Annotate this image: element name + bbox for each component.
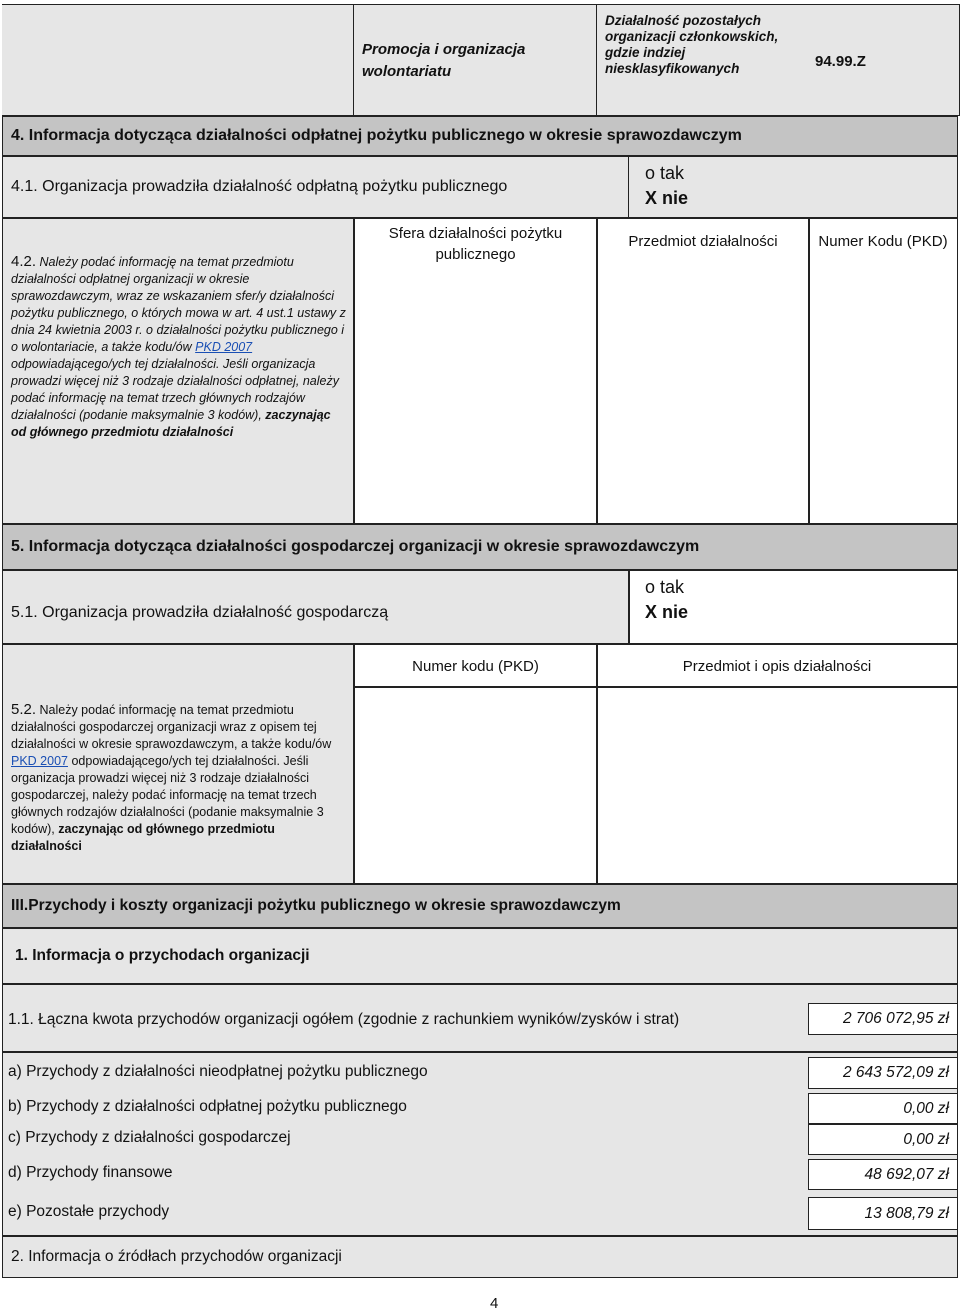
- activity-cell: [596, 4, 960, 116]
- col-przedmiot-header: Przedmiot działalności: [628, 233, 778, 250]
- area-cell: [353, 4, 598, 116]
- row-a-value: 2 643 572,09 zł: [808, 1057, 958, 1089]
- q51-cell: [2, 570, 630, 644]
- q41-option-no[interactable]: X nie: [645, 188, 689, 208]
- q51-option-yes[interactable]: o tak: [645, 577, 685, 597]
- q51-label: 5.1. Organizacja prowadziła działalność gospodarczą: [11, 604, 389, 621]
- row-e-label: e) Pozostałe przychody: [8, 1203, 170, 1220]
- section-2-title: 2. Informacja o źródłach przychodów organizacji: [2, 1236, 958, 1278]
- section-1-title: 1. Informacja o przychodach organizacji: [2, 928, 958, 984]
- col5-kod-body: [353, 686, 598, 884]
- row-d-label: d) Przychody finansowe: [8, 1164, 173, 1181]
- page-number: 4: [490, 1295, 499, 1312]
- col5-opis-body: [596, 686, 958, 884]
- section-5-title: 5. Informacja dotycząca działalności gospodarczej organizacji w okresie sprawozdawczym: [2, 524, 958, 570]
- pkd-link-5[interactable]: PKD 2007: [11, 754, 68, 768]
- top-left-empty-cell: [2, 4, 355, 116]
- col5-opis-header: Przedmiot i opis działalności: [596, 644, 958, 688]
- row-c-value: 0,00 zł: [808, 1124, 958, 1155]
- row-d-value: 48 692,07 zł: [808, 1159, 958, 1190]
- q42-description: 4.2. Należy podać informację na temat przedmiotu działalności odpłatnej organizacji w okresie sprawozdawczym, wraz ze wskazaniem sfer/y działalności pożytku publicznego, o których mowa w art. 4 ust.1 ustawy z dnia 24 kwietnia 2003 r. o działalności pożytku publicznego i o wolontariacie, a także kodu/ów PKD 2007 odpowiadającego/ych tej działalności. Jeśli organizacja prowadzi więcej niż 3 rodzaje działalności odpłatnej, należy podać informację na temat trzech głównych rodzajów działalności (podanie maksymalnie 3 kodów), zaczynając od głównego przedmiotu działalności: [11, 253, 346, 439]
- total-label: 1.1. Łączna kwota przychodów organizacji ogółem (zgodnie z rachunkiem wyników/zysków i strat): [8, 1011, 680, 1028]
- row-b-value: 0,00 zł: [808, 1093, 958, 1124]
- q52-description-cell: [2, 644, 355, 884]
- activity-label: Działalność pozostałych organizacji członkowskich, gdzie indziej niesklasyfikowanych: [605, 13, 779, 76]
- col-kod-header: Numer Kodu (PKD): [818, 233, 948, 250]
- q42-description-cell: [2, 218, 355, 524]
- col-przedmiot: [596, 218, 810, 524]
- section-iii-title: III. Przychody i koszty organizacji pożytku publicznego w okresie sprawozdawczym: [2, 884, 958, 928]
- col-sfera: [353, 218, 598, 524]
- row-a-label: a) Przychody z działalności nieodpłatnej pożytku publicznego: [8, 1063, 428, 1080]
- activity-code: 94.99.Z: [815, 53, 866, 70]
- q41-cell: [2, 156, 630, 218]
- area-label: Promocja i organizacja wolontariatu: [362, 41, 526, 80]
- row-b-label: b) Przychody z działalności odpłatnej pożytku publicznego: [8, 1098, 407, 1115]
- total-value: 2 706 072,95 zł: [808, 1003, 958, 1035]
- pkd-link-4[interactable]: PKD 2007: [195, 340, 253, 354]
- q41-options: [628, 156, 958, 218]
- q52-description: 5.2. Należy podać informację na temat przedmiotu działalności gospodarczej organizacji wraz z opisem tej działalności w okresie sprawozdawczym, a także kodu/ów PKD 2007 odpowiadającego/ych tej działalności. Jeśli organizacja prowadzi więcej niż 3 rodzaje działalności gospodarczej, należy podać informację na temat trzech głównych rodzajów działalności (podanie maksymalnie 3 kodów), zaczynając od głównego przedmiotu działalności: [11, 701, 332, 853]
- q51-option-no[interactable]: X nie: [645, 602, 689, 622]
- col5-kod-header: Numer kodu (PKD): [353, 644, 598, 688]
- q41-label: 4.1. Organizacja prowadziła działalność odpłatną pożytku publicznego: [11, 178, 508, 195]
- row-e-value: 13 808,79 zł: [808, 1197, 958, 1230]
- section-4-title: 4. Informacja dotycząca działalności odpłatnej pożytku publicznego w okresie sprawozdawczym: [2, 116, 958, 156]
- col-kod: [808, 218, 958, 524]
- q51-options: [628, 570, 958, 644]
- col-sfera-header: Sfera działalności pożytku publicznego: [388, 225, 563, 263]
- row-c-label: c) Przychody z działalności gospodarczej: [8, 1129, 291, 1146]
- q41-option-yes[interactable]: o tak: [645, 163, 685, 183]
